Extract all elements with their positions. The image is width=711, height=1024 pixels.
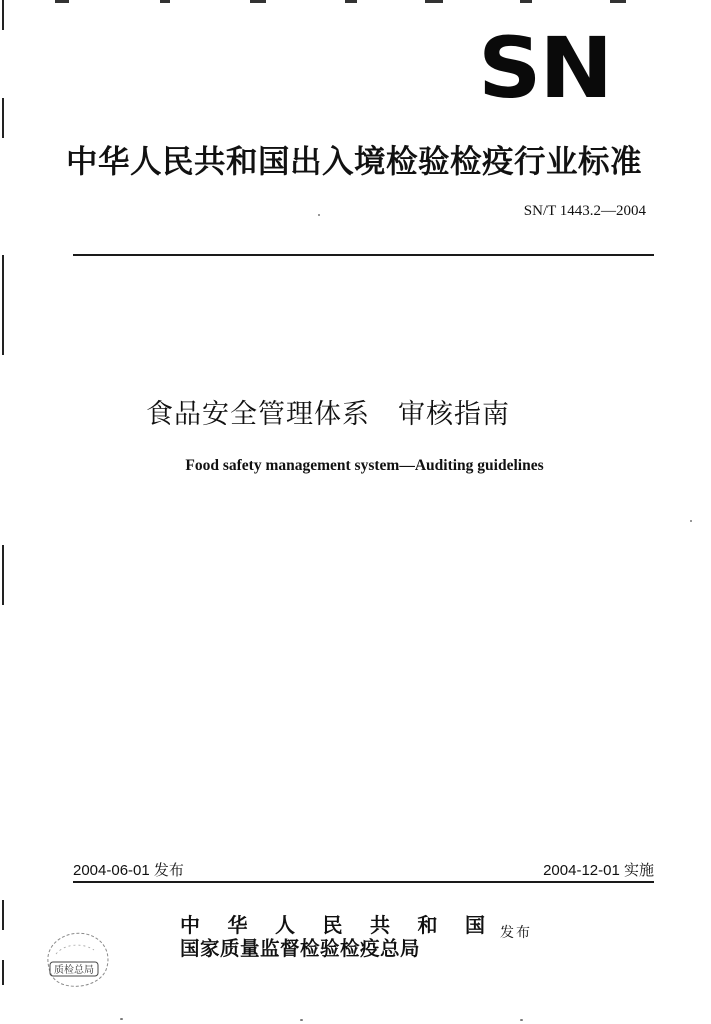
header-divider <box>73 254 654 256</box>
stamp-label: 质检总局 <box>54 965 94 976</box>
issuer-agency: 国家质量监督检验检疫总局 <box>180 937 421 960</box>
scan-speck <box>610 0 626 3</box>
scan-edge-mark <box>2 900 4 930</box>
scan-edge-mark <box>2 545 4 605</box>
issuer-char: 国 <box>465 913 485 937</box>
scan-dust <box>300 1019 303 1021</box>
scan-dust <box>520 1019 523 1021</box>
issue-word: 发布 <box>500 925 532 941</box>
document-title-english: Food safety management system—Auditing guidelines <box>185 457 544 474</box>
scan-dust <box>120 1018 123 1020</box>
scan-edge-mark <box>2 98 4 138</box>
issuer-char: 和 <box>417 913 438 937</box>
footer-divider <box>73 881 654 883</box>
scan-edge-mark <box>2 255 4 355</box>
document-title-chinese: 食品安全管理体系 审核指南 <box>146 399 510 430</box>
scan-dust <box>318 214 320 216</box>
organization-title: 中华人民共和国出入境检验检疫行业标准 <box>66 144 643 180</box>
issuer-char: 中 <box>180 913 200 937</box>
scan-edge-mark <box>2 960 4 985</box>
scan-speck <box>520 0 532 3</box>
scan-speck <box>250 0 266 3</box>
issuer-char: 华 <box>227 913 248 937</box>
implementation-date: 2004-12-01 实施 <box>543 862 654 879</box>
scan-speck <box>55 0 69 3</box>
sn-logo: SN <box>478 19 612 117</box>
scan-edge-mark <box>2 0 4 30</box>
standard-number: SN/T 1443.2—2004 <box>523 203 646 219</box>
scan-speck <box>160 0 170 3</box>
issuer-char: 共 <box>370 913 390 937</box>
scan-speck <box>425 0 443 3</box>
scan-speck <box>345 0 357 3</box>
issue-date: 2004-06-01 发布 <box>73 862 184 879</box>
stamp-arc <box>56 945 94 954</box>
stamp-ring <box>48 933 108 986</box>
scan-dust <box>690 520 692 522</box>
issuer-char: 民 <box>322 913 343 937</box>
issuer-char: 人 <box>275 913 295 937</box>
official-stamp <box>38 924 116 994</box>
